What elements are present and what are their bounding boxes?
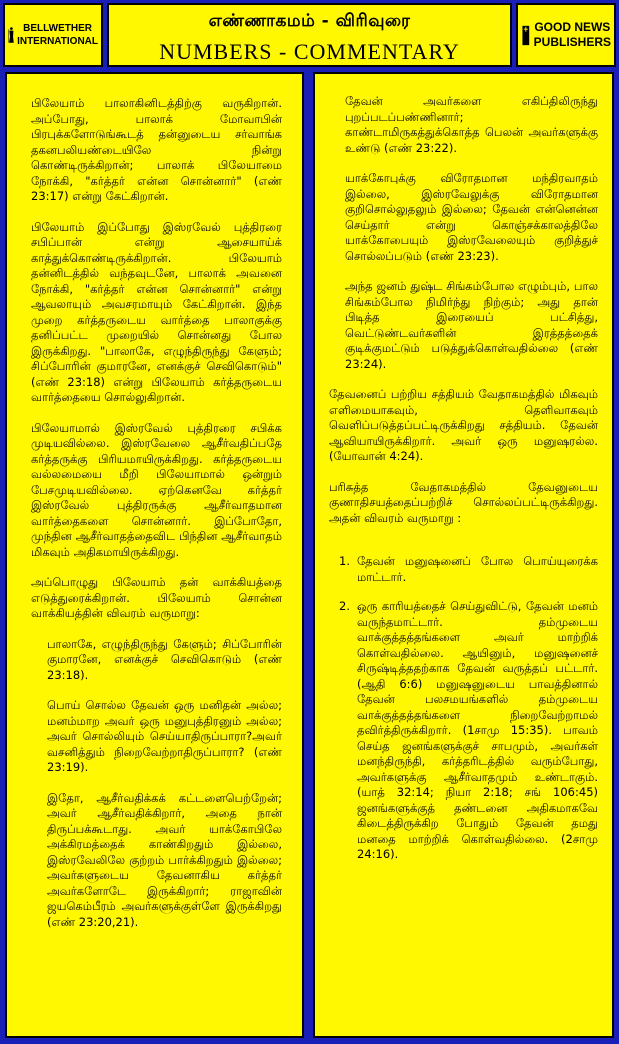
right-paragraph-4: தேவனைப் பற்றிய சத்தியம் வேதாகமத்தில் மிகவும் எளிமையாகவும், தெளிவாகவும் வெளிப்படுத்தப்பட்டிருக்கிறது சத்தியம். தேவன் ஆவியாயிருக்கிறார். அவர் ஒரு மனுஷரல்ல. (யோவான் 4:24). [329, 387, 598, 463]
list-item-number: 2. [339, 599, 350, 613]
book-icon [521, 10, 531, 60]
left-quote-2: பொய் சொல்ல தேவன் ஒரு மனிதன் அல்ல; மனம்மாற அவர் ஒரு மனுபுத்திரனும் அல்ல; அவர் சொல்லியும் செய்யாதிருப்பாரா?அவர் வசனித்தும் நிறைவேற்றாதிருப்பாரா? (எண் 23:19). [47, 698, 282, 774]
shepherd-figure-icon [8, 10, 14, 60]
left-logo-line2: INTERNATIONAL [17, 36, 98, 47]
list-item-number: 1. [339, 554, 350, 568]
left-column [5, 72, 304, 1038]
right-paragraph-5: பரிசுத்த வேதாகமத்தில் தேவனுடைய குணாதிசயத்தைப்பற்றிச் சொல்லப்பட்டிருக்கிறது. அதன் விவரம் வருமாறு : [329, 479, 598, 525]
list-item [329, 554, 598, 585]
left-quote-1: பாலாகே, எழுந்திருந்து கேளும்; சிப்போரின் குமாரனே, எனக்குச் செவிகொடும் (எண் 23:18). [47, 636, 282, 682]
left-paragraph-2: பிலேயாம் இப்போது இஸ்ரவேல் புத்திரரை சபிப்பான் என்று ஆசையாய்க் காத்துக்கொண்டிருக்கிறான். பிலேயாம் தன்னிடத்தில் வந்தவுடனே, பாலாக் அவனை நோக்கி, "கர்த்தர் என்ன சொன்னார்" என்று ஆவலாயும் அவசரமாயும் கேட்கிறான். இந்த முறை கர்த்தருடைய வார்த்தை பாலாகுக்கு தனிப்பட்ட முறையில் சொன்னது போல இருக்கிறது. "பாலாகே, எழுந்திருந்து கேளும்; சிப்போரின் குமாரனே, எனக்குச் செவிகொடும்" (எண் 23:18) என்று பிலேயாம் கர்த்தருடைய வார்த்தையை சொல்லுகிறான். [31, 219, 282, 404]
list-item-text: தேவன் மனுஷனைப் போல பொய்யுரைக்க மாட்டார். [357, 554, 598, 584]
right-logo-line2: PUBLISHERS [533, 35, 611, 49]
right-column [313, 72, 614, 1038]
bellwether-logo [3, 3, 103, 67]
list-item [329, 599, 598, 863]
right-logo-line1: GOOD NEWS [534, 20, 611, 34]
title-english: NUMBERS - COMMENTARY [159, 39, 460, 64]
title-box [107, 3, 512, 67]
left-quote-3: இதோ, ஆசீர்வதிக்கக் கட்டளைபெற்றேன்; அவர் ஆசீர்வதிக்கிறார், அதை நான் திருப்பக்கூடாது. அவர் யாக்கோபிலே அக்கிரமத்தைக் காண்கிறதும் இல்லை, இஸ்ரவேலிலே குற்றம் பார்க்கிறதும் இல்லை; அவர்களுடைய தேவனாகிய கர்த்தர் அவர்களோடே இருக்கிறார்; ராஜாவின் ஜயகெம்பீரம் அவர்களுக்குள்ளே இருக்கிறது (எண் 23:20,21). [47, 790, 282, 929]
good-news-logo [516, 3, 616, 67]
title-tamil: எண்ணாகமம் - விரிவுரை [208, 11, 411, 31]
left-paragraph-4: அப்பொழுது பிலேயாம் தன் வாக்கியத்தை எடுத்துரைக்கிறான். பிலேயாம் சொன்ன வாக்கியத்தின் விவரம் வருமாறு: [31, 575, 282, 620]
header [3, 3, 616, 67]
right-quote-1: தேவன் அவர்களை எகிப்திலிருந்து புறப்படப்பண்ணினார்; காண்டாமிருகத்துக்கொத்த பெலன் அவர்களுக்கு உண்டு (எண் 23:22). [345, 94, 598, 155]
list-item-text: ஒரு காரியத்தைச் செய்துவிட்டு, தேவன் மனம் வருந்தமாட்டார். தம்முடைய வாக்குத்தத்தங்களை அவர் மாற்றிக் கொள்வதில்லை. ஆயினும், மனுஷனைச் சிருஷ்டித்ததற்காக தேவன் வருத்தப் பட்டார். (ஆதி 6:6) மனுஷனுடைய பாவத்தினால் தேவன் பலசமயங்களில் தம்முடைய வாக்குத்தத்தங்களை நிறைவேற்றாமல் தவிர்த்திருக்கிறார். (1சாமு 15:35). பாவம் செய்த ஜனங்களுக்குச் சாபமும், அவர்கள் மனந்திருந்தி, கர்த்தரிடத்தில் வரும்போது, அவர்களுக்கு ஆசீர்வாதமும் உண்டாகும். (யாத் 32:14; நியா 2:18; சங் 106:45) ஜனங்களுக்குத் தண்டனை அதிகமாகவே கிடைத்திருக்கிற போதும் தேவன் தமது மனதை மாற்றிக் கொள்வதில்லை. (2சாமு 24:16). [357, 599, 598, 861]
left-paragraph-3: பிலேயாமால் இஸ்ரவேல் புத்திரரை சபிக்க முடியவில்லை. இஸ்ரவேலை ஆசீர்வதிப்பதே கர்த்தருக்கு பிரியமாயிருக்கிறது. கர்த்தருடைய வல்லமையை மீறி பிலேயாமால் ஒன்றும் பேசமுடியவில்லை. ஏற்கெனவே கர்த்தர் இஸ்ரவேல் புத்திரருக்கு ஆசீர்வாதமான வார்த்தைகளை சொன்னார். இப்போதோ, முந்தின ஆசீர்வாதத்தைவிட பிந்தின ஆசீர்வாதம் மிகவும் அதிகமாயிருக்கிறது. [31, 420, 282, 559]
left-logo-line1: BELLWETHER [23, 23, 92, 34]
left-paragraph-1: பிலேயாம் பாலாகினிடத்திற்கு வருகிறான். அப்போது, பாலாக் மோவாபின் பிரபுக்களோடுங்கூடத் தன்னுடைய சர்வாங்க தகனபலியண்டையிலே நின்று கொண்டிருக்கிறான்; பாலாக் பிலேயாமை நோக்கி, "கர்த்தர் என்ன சொன்னார்" (எண் 23:17) என்று கேட்கிறான். [31, 96, 282, 203]
right-quote-2: யாக்கோபுக்கு விரோதமான மந்திரவாதம் இல்லை, இஸ்ரவேலுக்கு விரோதமான குறிசொல்லுதலும் இல்லை; தேவன் என்னென்ன செய்தார் என்று கொஞ்சக்காலத்திலே யாக்கோபையும் இஸ்ரவேலையும் குறித்துச் சொல்லப்படும் (எண் 23:23). [345, 171, 598, 263]
right-quote-3: அந்த ஜனம் துஷ்ட சிங்கம்போல எழும்பும், பால சிங்கம்போல நிமிர்ந்து நிற்கும்; அது தான் பிடித்த இரையைப் பட்சித்து, வெட்டுண்டவர்களின் இரத்தத்தைக் குடிக்குமட்டும் படுத்துக்கொள்வதில்லை (எண் 23:24). [345, 279, 598, 371]
attributes-list [329, 554, 598, 863]
